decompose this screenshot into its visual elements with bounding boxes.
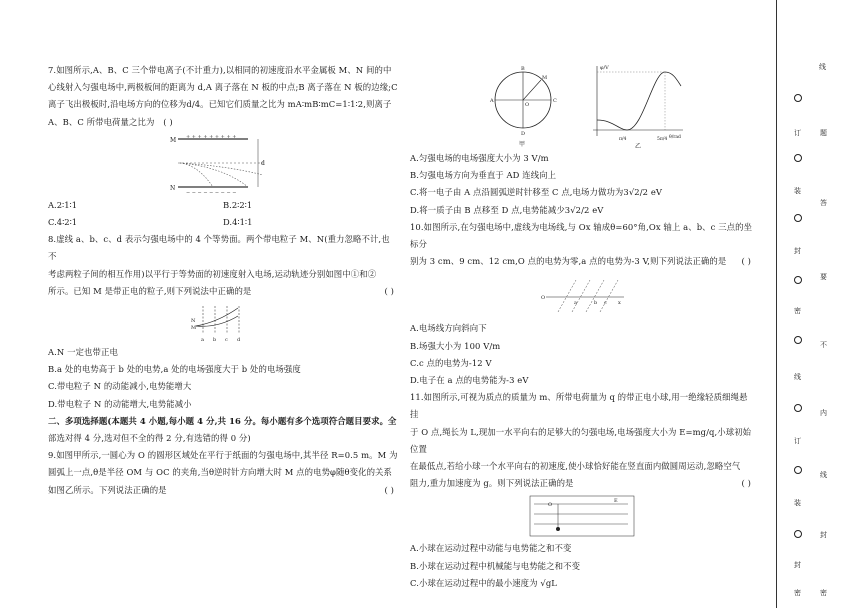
q10-line1: 10.如图所示,在匀强电场中,虚线为电场线,与 Ox 轴成θ=60°角,Ox 轴上 a、b、c 三点的坐标分 xyxy=(410,221,753,250)
q7-fig-d: d xyxy=(261,159,265,167)
q8-answer-paren: ( ) xyxy=(384,285,394,296)
q10-option-b[interactable]: B.场强大小为 100 V/m xyxy=(410,340,501,351)
binding-outer-char: 题 xyxy=(820,129,827,137)
q11-option-c[interactable]: C.小球在运动过程中的最小速度为 √gL xyxy=(410,577,557,588)
q9-figure xyxy=(473,60,693,148)
svg-text:E: E xyxy=(613,498,618,505)
section2-heading-line2: 部选对得 4 分,选对但不全的得 2 分,有选错的得 0 分) xyxy=(48,433,251,444)
q9-line2: 圆弧上一点,θ是半径 OM 与 OC 的夹角,当θ逆时针方向增大时 M 点的电势φ随θ变化的关系 xyxy=(48,467,393,478)
svg-text:O: O xyxy=(547,502,552,509)
q9-option-d[interactable]: D.将一质子由 B 点移至 D 点,电势能减少3√2/2 eV xyxy=(410,204,604,215)
binding-char: 订 xyxy=(794,437,801,445)
binding-char: 密 xyxy=(794,307,801,315)
q8-line3 xyxy=(48,283,398,300)
q9-fig-label-yi: 乙 xyxy=(634,143,641,148)
binding-char: 装 xyxy=(794,187,801,195)
binding-circle xyxy=(794,154,802,162)
q8-option-b[interactable]: B.a 处的电势高于 b 处的电势,a 处的电场强度大于 b 处的电场强度 xyxy=(48,364,301,375)
q7-line2: 心线射入匀强电场中,两极板间的距离为 d,A 离子落在 N 板的中点;B 离子落在 N 板的边缘;C xyxy=(48,82,398,93)
q10-option-c[interactable]: C.c 点的电势为-12 V xyxy=(410,357,492,368)
svg-text:x: x xyxy=(617,300,621,307)
q7-line3: 离子飞出极板时,沿电场方向的位移为d/4。已知它们质量之比为 mA∶mB∶mC=1∶1∶2,则离子 xyxy=(48,99,392,110)
q7-stem-end: A、B、C 所带电荷量之比为 xyxy=(48,116,155,127)
q7-line4 xyxy=(48,114,398,131)
binding-circle xyxy=(794,94,802,102)
svg-text:+ + + + + + + + +: + + + + + + + + + xyxy=(186,133,237,140)
svg-text:M: M xyxy=(191,325,197,332)
q7-option-c[interactable]: C.4∶2∶1 xyxy=(48,217,78,228)
q7-option-d[interactable]: D.4∶1∶1 xyxy=(223,217,253,228)
q8-option-c[interactable]: C.带电粒子 N 的动能减小,电势能增大 xyxy=(48,381,192,392)
svg-text:d: d xyxy=(237,337,241,343)
q7-options-row2 xyxy=(48,214,398,231)
q11-stem-end: 阻力,重力加速度为 g。则下列说法正确的是 xyxy=(410,478,574,489)
q11-answer-paren: ( ) xyxy=(741,478,751,489)
svg-text:M: M xyxy=(541,75,547,81)
q9-fig-tick1: π/4 xyxy=(618,137,626,142)
binding-char: 线 xyxy=(819,63,826,71)
binding-outer-char: 内 xyxy=(820,409,827,417)
q10-line2 xyxy=(410,253,755,270)
q9-line1: 9.如图甲所示,一圆心为 O 的圆形区域处在平行于纸面的匀强电场中,其半径 R=0.5 m。M 为 xyxy=(48,450,398,461)
binding-char: 封 xyxy=(794,247,801,255)
q8-stem-end: 所示。已知 M 是带正电的粒子,则下列说法中正确的是 xyxy=(48,285,252,296)
q7-option-b[interactable]: B.2∶2∶1 xyxy=(223,199,253,210)
binding-outer-char: 线 xyxy=(820,471,827,479)
svg-text:O: O xyxy=(524,102,529,108)
binding-outer-char: 答 xyxy=(820,199,827,207)
q11-option-a[interactable]: A.小球在运动过程中动能与电势能之和不变 xyxy=(410,543,572,554)
binding-outer-char: 不 xyxy=(820,341,827,349)
q9-stem-end: 如图乙所示。下列说法正确的是 xyxy=(48,484,167,495)
binding-circle xyxy=(794,530,802,538)
binding-circle xyxy=(794,276,802,284)
q11-option-b[interactable]: B.小球在运动过程中机械能与电势能之和不变 xyxy=(410,560,581,571)
q9-fig-phi-label: φ/V xyxy=(599,65,609,71)
binding-char: 装 xyxy=(794,499,801,507)
q8-option-a[interactable]: A.N 一定也带正电 xyxy=(48,347,118,358)
q9-line3 xyxy=(48,482,398,499)
q8-line1: 8.虚线 a、b、c、d 表示匀强电场中的 4 个等势面。两个带电粒子 M、N(重力忽略不计,也不 xyxy=(48,234,390,262)
svg-text:b: b xyxy=(213,337,217,343)
svg-text:a: a xyxy=(573,300,577,307)
q8-option-d[interactable]: D.带电粒子 N 的动能增大,电势能减小 xyxy=(48,398,192,409)
q11-line1: 11.如图所示,可视为质点的质量为 m、所带电荷量为 q 的带正电小球,用一绝缘轻质细绳悬挂 xyxy=(410,392,748,420)
right-column xyxy=(410,58,755,592)
svg-text:b: b xyxy=(593,300,597,307)
q10-stem-end: 别为 3 cm、9 cm、12 cm,O 点的电势为零,a 点的电势为-3 V,则下列说法正确的是 xyxy=(410,256,727,267)
q7-figure xyxy=(168,133,278,195)
binding-outer-char: 要 xyxy=(820,273,827,281)
q9-option-b[interactable]: B.匀强电场方向为垂直于 AD 连线向上 xyxy=(410,170,557,181)
section2-heading-line1: 二、多项选择题(本题共 4 小题,每小题 4 分,共 16 分。每小题有多个选项符合题目要求。全 xyxy=(48,415,397,426)
q10-answer-paren: ( ) xyxy=(741,256,751,267)
binding-circle xyxy=(794,404,802,412)
q7-line1: 7.如图所示,A、B、C 三个带电离子(不计重力),以相同的初速度沿水平金属板 M、N 间的中 xyxy=(48,65,392,75)
q10-figure xyxy=(538,272,628,318)
svg-text:O: O xyxy=(540,295,545,302)
q11-line4 xyxy=(410,475,755,492)
q8-figure xyxy=(188,302,258,342)
svg-text:D: D xyxy=(520,131,525,137)
binding-circle xyxy=(794,466,802,474)
svg-text:B: B xyxy=(520,66,525,72)
q9-option-c[interactable]: C.将一电子由 A 点沿圆弧逆时针移至 C 点,电场力做功为3√2/2 eV xyxy=(410,187,663,198)
binding-outer-char: 封 xyxy=(820,531,827,539)
q7-fig-m: M xyxy=(170,136,177,144)
binding-char: 订 xyxy=(794,129,801,137)
q7-options-row1 xyxy=(48,197,398,214)
q10-option-a[interactable]: A.电场线方向斜向下 xyxy=(410,323,487,334)
q9-fig-tick2: 5π/4 xyxy=(656,137,667,142)
q9-answer-paren: ( ) xyxy=(384,484,394,495)
q11-line2: 于 O 点,绳长为 L,现加一水平向右的足够大的匀强电场,电场强度大小为 E=mg/q,小球初始位置 xyxy=(410,426,752,454)
binding-outer-char: 密 xyxy=(820,589,827,597)
q10-option-d[interactable]: D.电子在 a 点的电势能为-3 eV xyxy=(410,375,529,386)
svg-text:c: c xyxy=(603,300,607,307)
binding-circle xyxy=(794,214,802,222)
svg-text:C: C xyxy=(552,98,557,104)
q7-answer-paren: ( ) xyxy=(163,116,173,127)
binding-strip xyxy=(776,0,860,608)
left-column xyxy=(48,62,398,499)
binding-char: 封 xyxy=(794,561,801,569)
svg-text:N: N xyxy=(191,318,196,325)
q7-option-a[interactable]: A.2∶1∶1 xyxy=(48,199,78,210)
q8-line2: 考虑两粒子间的相互作用)以平行于等势面的初速度射入电场,运动轨迹分别如图中①和② xyxy=(48,268,377,279)
svg-text:− − − − − − − − −: − − − − − − − − − xyxy=(186,189,237,195)
q7-fig-n: N xyxy=(170,184,176,192)
q11-line3: 在最低点,若给小球一个水平向右的初速度,使小球恰好能在竖直面内做圆周运动,忽略空气 xyxy=(410,461,741,472)
svg-text:A: A xyxy=(489,98,494,104)
q9-fig-label-jia: 甲 xyxy=(518,141,525,148)
q9-option-a[interactable]: A.匀强电场的电场强度大小为 3 V/m xyxy=(410,153,549,163)
binding-char: 密 xyxy=(794,589,801,597)
svg-text:a: a xyxy=(201,337,204,343)
q9-fig-theta-label: θ/rad xyxy=(668,135,681,140)
binding-char: 线 xyxy=(794,373,801,381)
svg-text:c: c xyxy=(225,337,228,343)
binding-circle xyxy=(794,336,802,344)
q11-figure xyxy=(528,494,638,538)
